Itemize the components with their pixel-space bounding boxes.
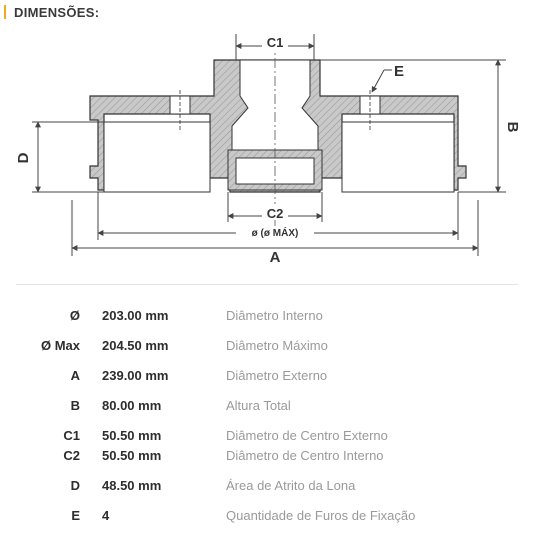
spec-description: Altura Total: [226, 398, 291, 413]
spec-row-c1: [0, 428, 536, 448]
spec-value: 80.00 mm: [102, 398, 162, 413]
label-e: E: [394, 63, 405, 80]
drum-cavity-right: [342, 122, 454, 192]
spec-symbol: Ø: [69, 308, 80, 323]
spec-symbol: Ø Max: [40, 338, 80, 353]
spec-description: Quantidade de Furos de Fixação: [226, 508, 416, 523]
spec-value: 204.50 mm: [102, 338, 169, 353]
spec-row-total-height: [0, 398, 536, 418]
spec-value: 4: [102, 508, 110, 523]
spec-description: Diâmetro de Centro Interno: [226, 448, 384, 463]
spec-row-max-diameter: [0, 338, 536, 358]
spec-row-bolt-holes: [0, 508, 536, 528]
spec-value: 50.50 mm: [102, 428, 162, 443]
spec-symbol: D: [70, 478, 80, 493]
spec-row-outer-diameter: [0, 368, 536, 388]
spec-value: 203.00 mm: [102, 308, 169, 323]
label-d: D: [15, 152, 32, 164]
section-title: DIMENSÕES:: [14, 4, 100, 20]
label-c1: C1: [266, 35, 284, 50]
spec-symbol: C1: [63, 428, 80, 443]
spec-description: Diâmetro de Centro Externo: [226, 428, 388, 443]
spec-symbol: E: [71, 508, 80, 523]
label-a: A: [269, 249, 281, 266]
spec-row-c2: [0, 448, 536, 468]
spec-value: 239.00 mm: [102, 368, 169, 383]
label-b: B: [504, 121, 521, 133]
drum-section: [90, 40, 466, 230]
spec-value: 48.50 mm: [102, 478, 162, 493]
spec-symbol: C2: [63, 448, 80, 463]
spec-value: 50.50 mm: [102, 448, 162, 463]
spec-description: Diâmetro Externo: [226, 368, 328, 383]
spec-row-diameter: [0, 308, 536, 328]
label-diameter: ø (ø MÁX): [251, 228, 299, 239]
spec-description: Diâmetro Máximo: [226, 338, 328, 353]
drum-cavity-left: [104, 122, 210, 192]
spec-symbol: A: [70, 368, 80, 383]
spec-description: Diâmetro Interno: [226, 308, 323, 323]
spec-row-lining-area: [0, 478, 536, 498]
spec-description: Área de Atrito da Lona: [226, 478, 356, 493]
spec-symbol: B: [70, 398, 80, 413]
label-c2: C2: [266, 206, 284, 221]
section-divider: [16, 284, 518, 285]
